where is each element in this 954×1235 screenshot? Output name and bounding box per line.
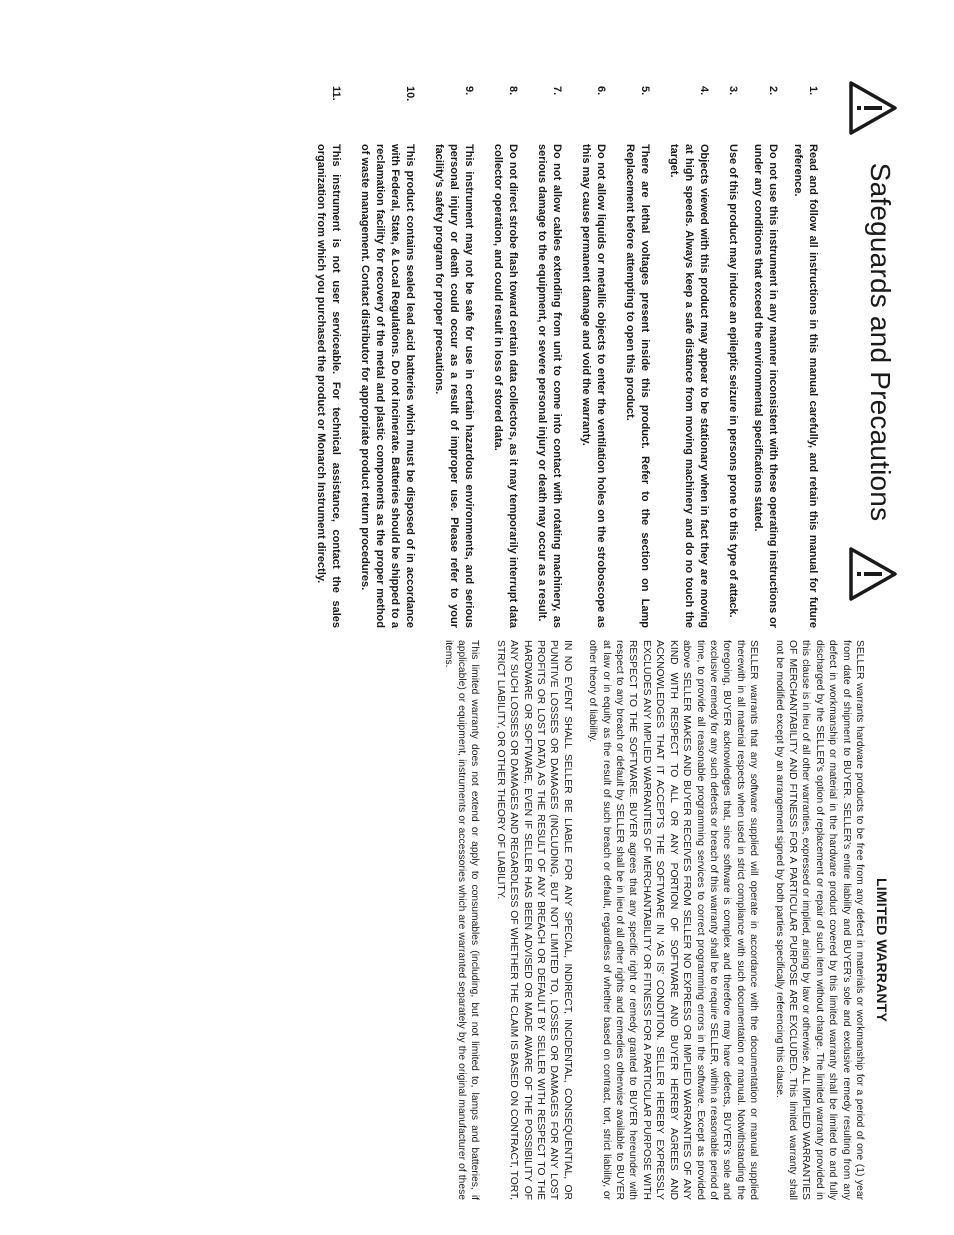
item-number: 11. [330, 86, 342, 101]
safeguards-list [313, 80, 820, 628]
safeguard-item [666, 80, 711, 628]
warranty-paragraph-software: SELLER warrants that any software supplied will operate in accordance with the documentation or manual supplied therewith in all material respects when used in strict compliance with such documentation or manual. Notwithstanding the foregoing, BUYER acknowledges that, since software is complex and therefore may have defects, BUYER’s sole and exclusive remedy for any such defects or breach of this warranty shall be to require SELLER, within a reasonable period of time, to provide all reasonable programming services to correct programming errors in the software. Except as provided above SELLER MAKES AND BUYER RECEIVES FROM SELLER NO EXPRESS OR IMPLIED WARRANTIES OF ANY KIND WITH RESPECT TO ALL OR ANY PORTION OF SOFTWARE AND BUYER HEREBY AGREES AND ACKNOWLEDGES THAT IT ACCEPTS THE SOFTWARE IN ‘AS IS’ CONDITION. SELLER HEREBY EXPRESSLY EXCLUDES ANY IMPLIED WARRANTIES OF MERCHANTABILITY OR FITNESS FOR A PARTICULAR PURPOSE WITH RESPECT TO THE SOFTWARE. BUYER agrees that any specific right or remedy granted to BUYER hereunder with respect to any breach or default by SELLER shall be in lieu of all other rights and remedies otherwise available to BUYER at law or in equity as the result of such breach or default, regardless of whether based on contract, tort, strict liability, or other theory of liability. [587, 640, 760, 1200]
warranty-title: LIMITED WARRANTY [874, 878, 890, 1022]
item-text: Do not allow cables extending from unit to come into contact with rotating machinery, as serious damage to the equipment, or severe personal injury or death may occur as a result. [536, 144, 563, 628]
item-number: 8. [507, 86, 519, 96]
item-text: Do not direct strobe flash toward certain data collectors, as it may temporarily interrupt data collector operation, and could result in loss of stored data. [492, 144, 519, 628]
item-text: Objects viewed with this product may appear to be stationary when in fact they are moving at high speeds. Always keep a safe distance from moving machinery and do no touch the target. [668, 144, 710, 628]
safeguard-item [750, 80, 780, 628]
item-text: Use of this product may induce an epileptic seizure in persons prone to this type of attack. [727, 144, 739, 618]
item-number: 2. [767, 86, 779, 96]
safeguards-title: Safeguards and Precautions [865, 162, 896, 522]
item-number: 6. [595, 86, 607, 96]
safeguard-item [431, 80, 476, 628]
item-text: Do not use this instrument in any manner inconsistent with these operating instructions or under any conditions that exceed the environmental specifications stated. [752, 144, 779, 628]
item-number: 1. [807, 86, 819, 96]
warranty-paragraph-consumables: This limited warranty does not extend or apply to consumables (including, but not limited to, lamps and batteries, if applicable) or equipment, instruments or accessories which are warranted separately by the original manufacturer of these items. [442, 640, 481, 1200]
warning-triangle-icon [848, 80, 898, 136]
item-text: This instrument may not be safe for use in certain hazardous environments, and serious personal injury or death could occur as a result of improper use. Please refer to your facility’s safety program for proper precautions. [433, 144, 475, 628]
item-text: There are lethal voltages present inside this product. Refer to the section on Lamp Replacement before attempting to open this product. [624, 144, 651, 628]
limited-warranty-section [0, 640, 954, 1200]
safeguard-item [622, 80, 652, 628]
safeguard-item [790, 80, 820, 628]
safeguards-section [0, 58, 954, 628]
warranty-paragraph-hardware: SELLER warrants hardware products to be free from any defect in materials or workmanship for a period of one (1) year from date of shipment to BUYER. SELLER’s entire liability and BUYER’s sole and exclusive remedy resulting from any defect in workmanship or material in the hardware product covered by this limited warranty shall be limited to and fully discharged by the SELLER’s option of replacement or repair of such item without charge. The limited warranty provided in this clause is in lieu of all other warranties, expressed or implied, arising by law or otherwise. ALL IMPLIED WARRANTIES OF MERCHANTABILITY AND FITNESS FOR A PARTICULAR PURPOSE ARE EXCLUDED. This limited warranty shall not be modified except by an arrangement signed by both parties specifically referencing this clause. [773, 640, 865, 1200]
safeguard-item [313, 80, 343, 628]
warranty-paragraph-liability: IN NO EVENT SHALL SELLER BE LIABLE FOR ANY SPECIAL, INDIRECT, INCIDENTAL, CONSEQUENTIAL, OR PUNITIVE LOSSES OR DAMAGES (INCLUDING, BUT NOT LIMITED TO, LOSSES OR DAMAGES FOR ANY LOST PROFITS OR LOST DATA) AS THE RESULT OF ANY BREACH OR DEFAULT BY SELLER WITH RESPECT TO THE HARDWARE OR SOFTWARE, EVEN IF SELLER HAS BEEN ADVISED OR MADE AWARE OF THE POSSIBILITY OF ANY SUCH LOSSES OR DAMAGES AND REGARDLESS OF WHETHER THE CLAIM IS BASED ON CONTRACT, TORT, STRICT LIABILITY, OR OTHER THEORY OF LIABILITY. [494, 640, 573, 1200]
item-number: 10. [404, 86, 416, 102]
warranty-body [429, 640, 866, 1200]
item-text: This product contains sealed lead acid batteries which must be disposed of in accordance with Federal, State, & Local Regulations. Do not incinerate. Batteries should be shipped to a reclamation facility for recovery of the metal and plastic components as the proper method of waste management. Contact distributor for appropriate product return procedures. [359, 144, 416, 628]
item-number: 9. [463, 86, 475, 96]
item-number: 3. [727, 86, 739, 96]
safeguard-item [534, 80, 564, 628]
item-text: Do not allow liquids or metallic objects to enter the ventilation holes on the stroboscope as this may cause permanent damage and void the warranty. [580, 144, 607, 628]
item-text: This instrument is not user serviceable. For technical assistance, contact the sales organization from which you purchased the product or Monarch Instrument directly. [315, 144, 342, 628]
item-text: Read and follow all instructions in this manual carefully, and retain this manual for future reference. [792, 144, 819, 628]
warning-triangle-icon [848, 546, 898, 602]
safeguard-item [578, 80, 608, 628]
safeguard-item [725, 80, 740, 628]
item-number: 4. [698, 86, 710, 96]
safeguard-item [490, 80, 520, 628]
item-number: 5. [639, 86, 651, 96]
item-number: 7. [551, 86, 563, 96]
safeguard-item [357, 80, 417, 628]
